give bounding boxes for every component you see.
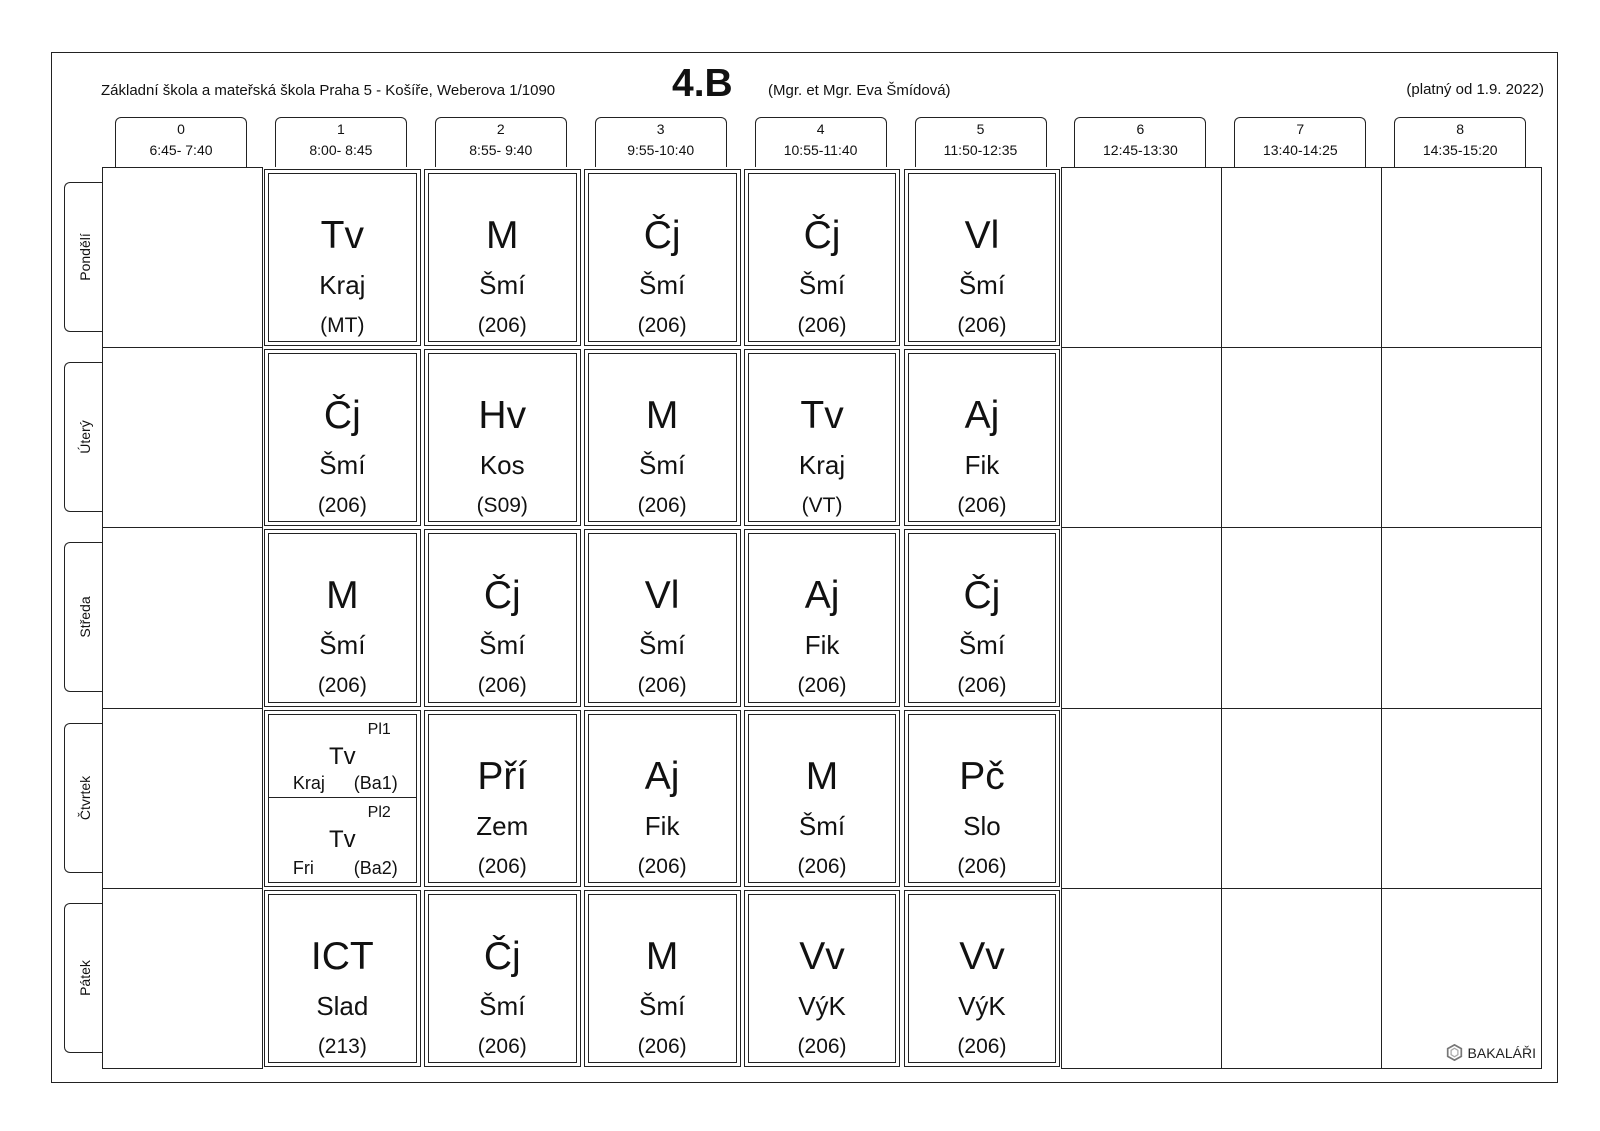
room-label: (MT) xyxy=(320,314,365,337)
subject-label: Aj xyxy=(804,574,840,618)
teacher-label: VýK xyxy=(958,990,1006,1021)
subject-label: Tv xyxy=(329,742,356,770)
lesson-cell[interactable] xyxy=(424,710,581,887)
day-tab-4 xyxy=(64,903,104,1053)
empty-cell xyxy=(102,708,263,889)
lesson-inner xyxy=(748,894,897,1063)
teacher-label: Šmí xyxy=(479,630,526,661)
lesson-cell[interactable] xyxy=(744,529,901,706)
lesson-cell[interactable] xyxy=(584,890,741,1067)
subject-label: M xyxy=(645,934,679,978)
room-label: (206) xyxy=(957,494,1007,518)
room-label: (206) xyxy=(637,674,687,698)
empty-cell xyxy=(102,347,263,528)
teacher-label: Šmí xyxy=(319,450,366,481)
period-tab-1 xyxy=(275,117,407,167)
lesson-cell[interactable] xyxy=(904,890,1061,1067)
period-time: 9:55-10:40 xyxy=(627,141,695,158)
lesson-inner xyxy=(908,714,1057,883)
room-label: (206) xyxy=(637,494,687,518)
teacher-label: Kraj xyxy=(292,773,325,794)
period-time: 6:45- 7:40 xyxy=(149,141,213,158)
lesson-inner xyxy=(588,894,737,1063)
lesson-inner xyxy=(748,353,897,522)
day-label: Úterý xyxy=(76,420,93,454)
hexagon-logo-icon xyxy=(1446,1044,1463,1061)
lesson-cell[interactable] xyxy=(424,890,581,1067)
empty-cell xyxy=(1381,888,1542,1069)
teacher-label: Šmí xyxy=(479,270,526,300)
logo-text: BAKALÁŘI xyxy=(1467,1044,1536,1061)
room-label: (206) xyxy=(637,854,687,878)
teacher-label: Šmí xyxy=(639,990,686,1021)
lesson-cell[interactable] xyxy=(904,710,1061,887)
lesson-cell[interactable] xyxy=(744,349,901,526)
lesson-cell[interactable] xyxy=(424,349,581,526)
empty-cell xyxy=(1381,708,1542,889)
teacher-label: Slo xyxy=(963,810,1001,841)
lesson-inner xyxy=(588,714,737,883)
group-lesson xyxy=(269,715,416,799)
subject-label: M xyxy=(645,394,679,438)
room-label: (206) xyxy=(957,854,1007,878)
lesson-cell[interactable] xyxy=(744,890,901,1067)
day-tab-0 xyxy=(64,182,104,332)
valid-from: (platný od 1.9. 2022) xyxy=(1406,81,1544,98)
lesson-cell[interactable] xyxy=(584,349,741,526)
lesson-cell[interactable] xyxy=(904,529,1061,706)
period-tab-6 xyxy=(1074,117,1206,167)
period-time: 12:45-13:30 xyxy=(1103,141,1178,158)
subject-label: M xyxy=(326,574,359,618)
room-label: (206) xyxy=(957,1034,1007,1058)
group-lesson xyxy=(269,798,416,882)
period-tab-0 xyxy=(115,117,247,167)
teacher-label: Šmí xyxy=(639,630,686,661)
period-number: 6 xyxy=(1136,121,1145,137)
teacher-label: Šmí xyxy=(958,630,1006,661)
teacher-label: Šmí xyxy=(798,810,846,841)
teacher-label: Fri xyxy=(292,857,314,878)
room-label: (206) xyxy=(477,314,527,337)
teacher-label: Šmí xyxy=(639,270,686,300)
empty-cell xyxy=(1381,167,1542,348)
lesson-inner xyxy=(268,533,417,702)
lesson-inner xyxy=(748,533,897,702)
period-time: 10:55-11:40 xyxy=(783,141,858,158)
lesson-inner xyxy=(268,714,417,883)
class-teacher: (Mgr. et Mgr. Eva Šmídová) xyxy=(768,82,951,99)
lesson-inner xyxy=(588,173,737,342)
lesson-cell[interactable] xyxy=(264,529,421,706)
lesson-inner xyxy=(588,353,737,522)
teacher-label: Kos xyxy=(479,450,525,481)
period-number: 2 xyxy=(496,121,505,137)
day-label: Pondělí xyxy=(76,233,93,281)
class-name: 4.B xyxy=(672,62,733,105)
teacher-label: Zem xyxy=(476,810,529,841)
period-number: 7 xyxy=(1296,121,1305,137)
subject-label: M xyxy=(805,754,839,798)
empty-cell xyxy=(1061,888,1222,1069)
room-label: (206) xyxy=(797,1034,847,1058)
subject-label: Čj xyxy=(963,574,1001,618)
empty-cell xyxy=(1221,708,1382,889)
lesson-inner xyxy=(268,173,417,342)
room-label: (206) xyxy=(477,854,527,878)
teacher-label: Kraj xyxy=(798,450,846,481)
empty-cell xyxy=(1381,347,1542,528)
room-label: (206) xyxy=(797,674,847,698)
period-tab-2 xyxy=(435,117,567,167)
lesson-inner xyxy=(748,714,897,883)
subject-label: Vl xyxy=(644,574,680,618)
period-time: 11:50-12:35 xyxy=(943,141,1018,158)
lesson-cell[interactable] xyxy=(264,710,421,887)
subject-label: Aj xyxy=(964,394,1000,438)
lesson-inner xyxy=(268,894,417,1063)
room-label: (206) xyxy=(477,674,527,698)
subject-label: Pč xyxy=(959,754,1005,798)
period-number: 0 xyxy=(177,121,185,137)
lesson-inner xyxy=(588,533,737,702)
day-tab-2 xyxy=(64,542,104,692)
lesson-cell[interactable] xyxy=(424,529,581,706)
lesson-cell[interactable] xyxy=(584,710,741,887)
lesson-cell[interactable] xyxy=(904,169,1061,346)
lesson-inner xyxy=(748,173,897,342)
period-number: 1 xyxy=(336,121,345,137)
lesson-cell[interactable] xyxy=(264,349,421,526)
empty-cell xyxy=(1221,347,1382,528)
empty-cell xyxy=(1221,527,1382,708)
lesson-inner xyxy=(908,173,1057,342)
lesson-cell[interactable] xyxy=(744,169,901,346)
lesson-inner xyxy=(908,894,1057,1063)
period-time: 8:00- 8:45 xyxy=(309,141,373,158)
teacher-label: Fik xyxy=(804,630,840,661)
teacher-label: Šmí xyxy=(958,270,1006,300)
lesson-cell[interactable] xyxy=(584,529,741,706)
group-label: Pl1 xyxy=(367,720,391,738)
period-time: 14:35-15:20 xyxy=(1422,141,1498,158)
period-time: 13:40-14:25 xyxy=(1262,141,1338,158)
room-label: (206) xyxy=(637,1034,687,1058)
period-tab-4 xyxy=(755,117,887,167)
empty-cell xyxy=(1061,708,1222,889)
teacher-label: Šmí xyxy=(319,630,366,661)
period-tab-3 xyxy=(595,117,727,167)
teacher-label: Šmí xyxy=(479,990,526,1021)
lesson-cell[interactable] xyxy=(424,169,581,346)
empty-cell xyxy=(102,527,263,708)
teacher-label: VýK xyxy=(798,990,846,1021)
lesson-inner xyxy=(428,353,577,522)
lesson-cell[interactable] xyxy=(744,710,901,887)
subject-label: Vv xyxy=(959,934,1005,978)
group-label: Pl2 xyxy=(367,804,391,822)
subject-label: Čj xyxy=(643,214,681,257)
empty-cell xyxy=(1381,527,1542,708)
subject-label: M xyxy=(485,214,519,257)
lesson-cell[interactable] xyxy=(264,890,421,1067)
period-number: 5 xyxy=(976,121,985,137)
room-label: (206) xyxy=(637,314,687,337)
subject-label: Pří xyxy=(477,754,528,798)
subject-label: Tv xyxy=(800,394,844,438)
empty-cell xyxy=(1221,888,1382,1069)
lesson-inner xyxy=(428,533,577,702)
teacher-label: Fik xyxy=(964,450,1000,481)
timetable-grid xyxy=(102,167,1541,1068)
lesson-inner xyxy=(268,353,417,522)
lesson-inner xyxy=(428,714,577,883)
subject-label: Tv xyxy=(329,826,356,854)
subject-label: Čj xyxy=(803,214,841,257)
subject-label: Čj xyxy=(323,394,361,438)
room-label: (206) xyxy=(317,674,367,698)
room-label: (206) xyxy=(477,1034,527,1058)
teacher-label: Šmí xyxy=(639,450,686,481)
empty-cell xyxy=(1061,527,1222,708)
subject-label: Vl xyxy=(964,214,1000,257)
empty-cell xyxy=(1061,347,1222,528)
bakalari-logo xyxy=(1446,1044,1536,1061)
room-label: (VT) xyxy=(801,494,843,518)
period-time: 8:55- 9:40 xyxy=(469,141,533,158)
subject-label: Vv xyxy=(799,934,845,978)
period-tab-8 xyxy=(1394,117,1526,167)
school-name: Základní škola a mateřská škola Praha 5 - Košíře, Weberova 1/1090 xyxy=(101,82,556,99)
room-label: (206) xyxy=(797,314,847,337)
room-label: (206) xyxy=(957,314,1007,337)
lesson-inner xyxy=(428,173,577,342)
subject-label: Čj xyxy=(483,934,521,978)
lesson-inner xyxy=(908,353,1057,522)
teacher-label: Slad xyxy=(316,990,369,1021)
period-number: 8 xyxy=(1456,121,1465,137)
lesson-cell[interactable] xyxy=(264,169,421,346)
teacher-label: Kraj xyxy=(319,270,366,300)
lesson-cell[interactable] xyxy=(904,349,1061,526)
day-label: Pátek xyxy=(76,959,93,996)
room-label: (Ba2) xyxy=(353,857,398,878)
teacher-label: Fik xyxy=(644,810,680,841)
subject-label: Hv xyxy=(478,394,527,438)
day-tab-3 xyxy=(64,723,104,873)
empty-cell xyxy=(1221,167,1382,348)
period-tab-7 xyxy=(1234,117,1366,167)
subject-label: Tv xyxy=(320,214,364,257)
empty-cell xyxy=(1061,167,1222,348)
lesson-inner xyxy=(908,533,1057,702)
day-label: Čtvrtek xyxy=(76,775,93,820)
room-label: (S09) xyxy=(476,494,528,518)
empty-cell xyxy=(102,167,263,348)
room-label: (206) xyxy=(957,674,1007,698)
room-label: (Ba1) xyxy=(353,773,398,794)
subject-label: Čj xyxy=(483,574,521,618)
day-tab-1 xyxy=(64,362,104,512)
lesson-cell[interactable] xyxy=(584,169,741,346)
room-label: (206) xyxy=(317,494,367,518)
subject-label: ICT xyxy=(310,934,374,978)
teacher-label: Šmí xyxy=(798,270,846,300)
period-number: 4 xyxy=(816,121,825,137)
day-label: Středa xyxy=(76,596,93,639)
period-number: 3 xyxy=(656,121,665,137)
room-label: (206) xyxy=(797,854,847,878)
room-label: (213) xyxy=(317,1034,367,1058)
lesson-inner xyxy=(428,894,577,1063)
empty-cell xyxy=(102,888,263,1069)
subject-label: Aj xyxy=(644,754,680,798)
period-tab-5 xyxy=(915,117,1047,167)
